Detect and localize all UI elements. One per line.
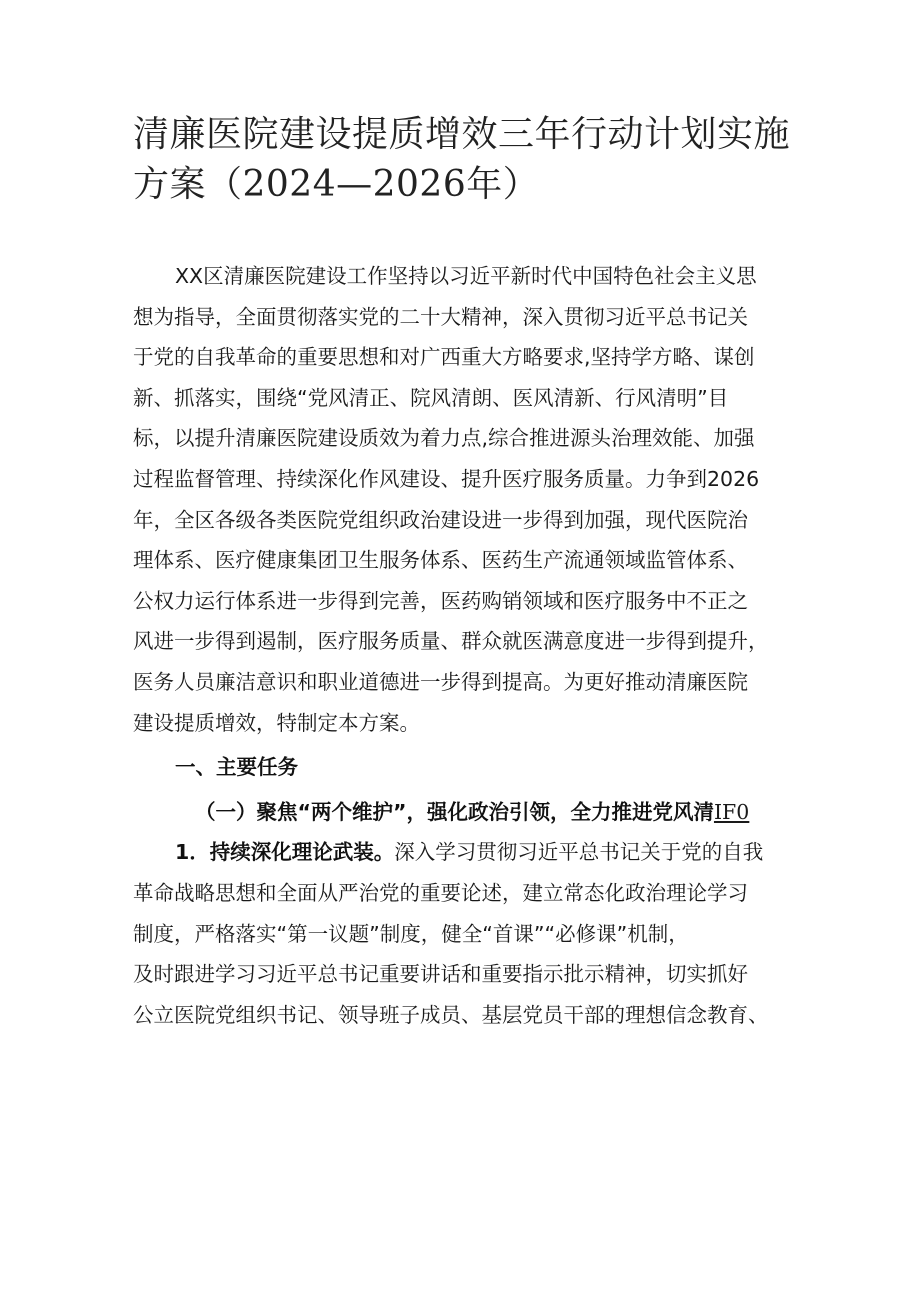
paragraph-line: 及时跟进学习习近平总书记重要讲话和重要指示批示精神，切实抓好 [133, 962, 748, 987]
subsection-heading: （一）聚焦“两个维护”，强化政治引领，全力推进党风清 [195, 799, 714, 824]
paragraph-line: XX区清廉医院建设工作坚持以习近平新时代中国特色社会主义思 [175, 264, 757, 288]
title-line-1: 清廉医院建设提质增效三年行动计划实施 [133, 114, 791, 155]
subsection-heading-tail: IF0 [713, 799, 750, 824]
paragraph-line: 制度，严格落实“第一议题”制度，健全“首课”“必修课”机制， [133, 921, 689, 946]
intro-paragraph [133, 256, 793, 743]
paragraph-line: 理体系、医疗健康集团卫生服务体系、医药生产流通领域监管体系、 [133, 548, 748, 573]
paragraph-line: 于党的自我革命的重要思想和对广西重大方略要求,坚持学方略、谋创 [133, 345, 755, 370]
document-body [133, 256, 793, 1035]
section-heading: 一、主要任务 [175, 755, 298, 780]
paragraph-line: 建设提质增效，特制定本方案。 [133, 710, 420, 735]
title-line-2: 方案（2024—2026年） [133, 164, 540, 205]
paragraph-line: 标，以提升清廉医院建设质效为着力点,综合推进源头治理效能、加强 [133, 426, 755, 451]
paragraph-line: 过程监督管理、持续深化作风建设、提升医疗服务质量。力争到2026 [133, 466, 760, 491]
paragraph-line: 年，全区各级各类医院党组织政治建设进一步得到加强，现代医院治 [133, 507, 748, 532]
paragraph-line: 公立医院党组织书记、领导班子成员、基层党员干部的理想信念教育、 [133, 1002, 769, 1027]
paragraph-line: 公权力运行体系进一步得到完善，医药购销领域和医疗服务中不正之 [133, 588, 748, 613]
item-line-1: 深入学习贯彻习近平总书记关于党的自我 [394, 840, 764, 865]
paragraph-line: 医务人员廉洁意识和职业道德进一步得到提高。为更好推动清廉医院 [133, 669, 748, 694]
subsection-heading-line [133, 792, 793, 833]
paragraph-line [133, 832, 793, 873]
paragraph-line: 想为指导，全面贯彻落实党的二十大精神，深入贯彻习近平总书记关 [133, 304, 748, 329]
document-title [133, 110, 793, 210]
paragraph-line: 风进一步得到遏制，医疗服务质量、群众就医满意度进一步得到提升， [133, 629, 769, 654]
paragraph-line: 革命战略思想和全面从严治党的重要论述，建立常态化政治理论学习 [133, 880, 748, 905]
item-lead: 1．持续深化理论武装。 [175, 840, 395, 865]
paragraph-line: 新、抓落实，围绕“党风清正、院风清朗、医风清新、行风清明”目 [133, 385, 729, 410]
item-paragraph [133, 832, 793, 1035]
